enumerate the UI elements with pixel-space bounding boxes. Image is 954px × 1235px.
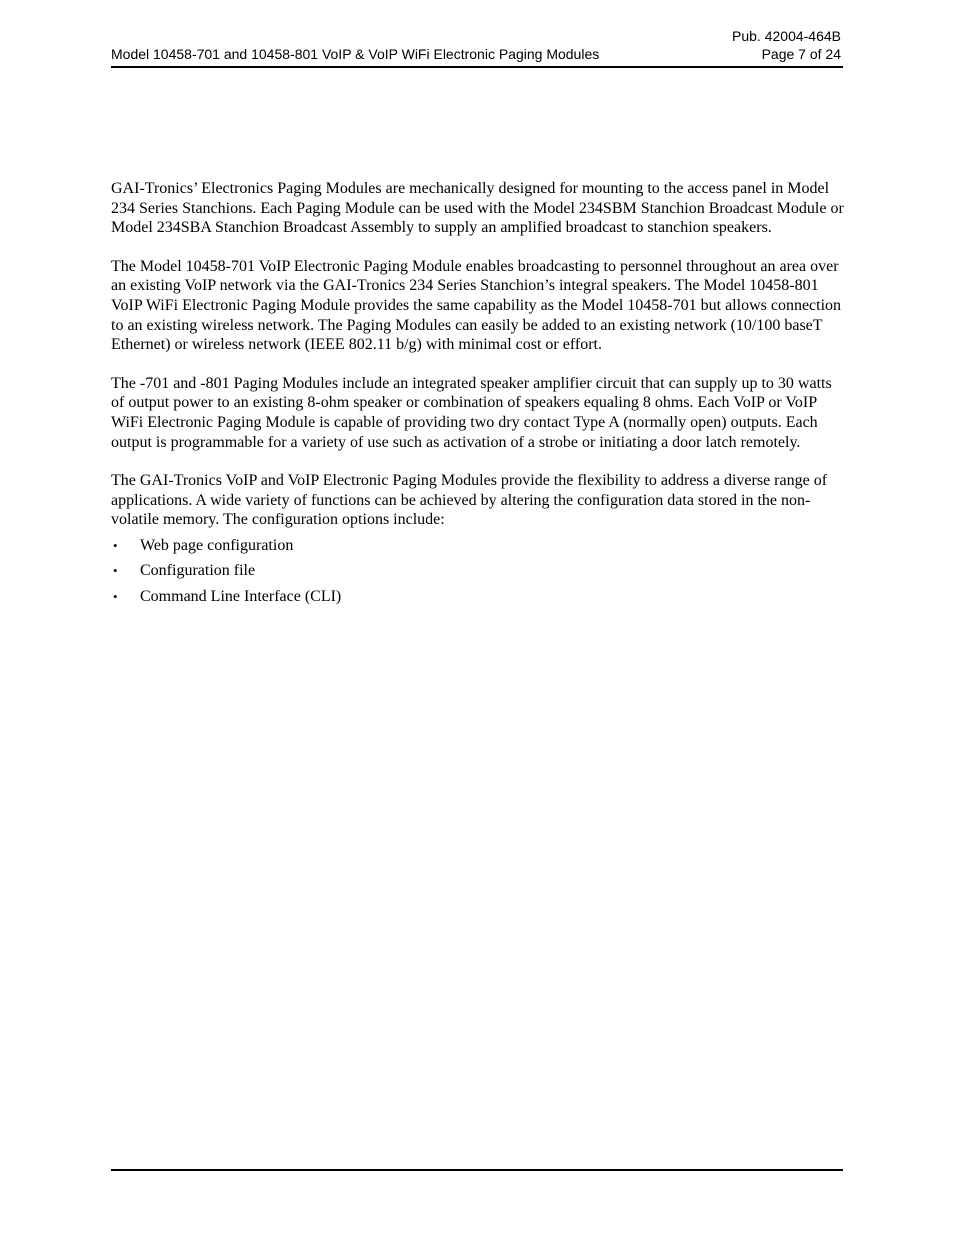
publication-number: Pub. 42004-464B: [732, 28, 841, 44]
footer-rule: [111, 1169, 843, 1171]
bullet-icon: •: [113, 537, 118, 553]
list-item: [111, 561, 847, 587]
list-item-text: Configuration file: [140, 562, 256, 580]
paragraph-configuration: The GAI-Tronics VoIP and VoIP Electronic Paging Modules provide the flexibility to address a diverse range of applications. A wide variety of functions can be achieved by altering the configuration data stored in the non-volatile memory. The configuration options include:: [111, 472, 828, 529]
paragraph-mounting: GAI-Tronics’ Electronics Paging Modules are mechanically designed for mounting to the access panel in Model 234 Series Stanchions. Each Paging Module can be used with the Model 234SBM Stanchion Broadcast Module or Model 234SBA Stanchion Broadcast Assembly to supply an amplified broadcast to stanchion speakers.: [111, 180, 844, 237]
list-item-text: Web page configuration: [140, 536, 294, 554]
paragraph-voip-module: The Model 10458-701 VoIP Electronic Paging Module enables broadcasting to personnel throughout an area over an existing VoIP network via the GAI-Tronics 234 Series Stanchion’s integral speakers. The Model 10458-801 VoIP WiFi Electronic Paging Module provides the same capability as the Model 10458-701 but allows connection to an existing wireless network. The Paging Modules can easily be added to an existing network (10/100 baseT Ethernet) or wireless network (IEEE 802.11 b/g) with minimal cost or effort.: [111, 257, 842, 354]
body-text: [111, 179, 847, 612]
bullet-icon: •: [113, 563, 118, 579]
list-item: [111, 536, 847, 562]
page-header: [111, 26, 843, 68]
page-number: Page 7 of 24: [761, 46, 841, 62]
list-item: [111, 587, 847, 613]
paragraph-amplifier: The -701 and -801 Paging Modules include an integrated speaker amplifier circuit that can supply up to 30 watts of output power to an existing 8-ohm speaker or combination of speakers equaling 8 ohms. Each VoIP or VoIP WiFi Electronic Paging Module is capable of providing two dry contact Type A (normally open) outputs. Each output is programmable for a variety of use such as activation of a strobe or initiating a door latch remotely.: [111, 374, 832, 451]
configuration-options-list: [111, 536, 847, 613]
bullet-icon: •: [113, 588, 118, 604]
list-item-text: Command Line Interface (CLI): [140, 587, 342, 605]
document-title: Model 10458-701 and 10458-801 VoIP & VoIP WiFi Electronic Paging Modules: [111, 46, 600, 62]
